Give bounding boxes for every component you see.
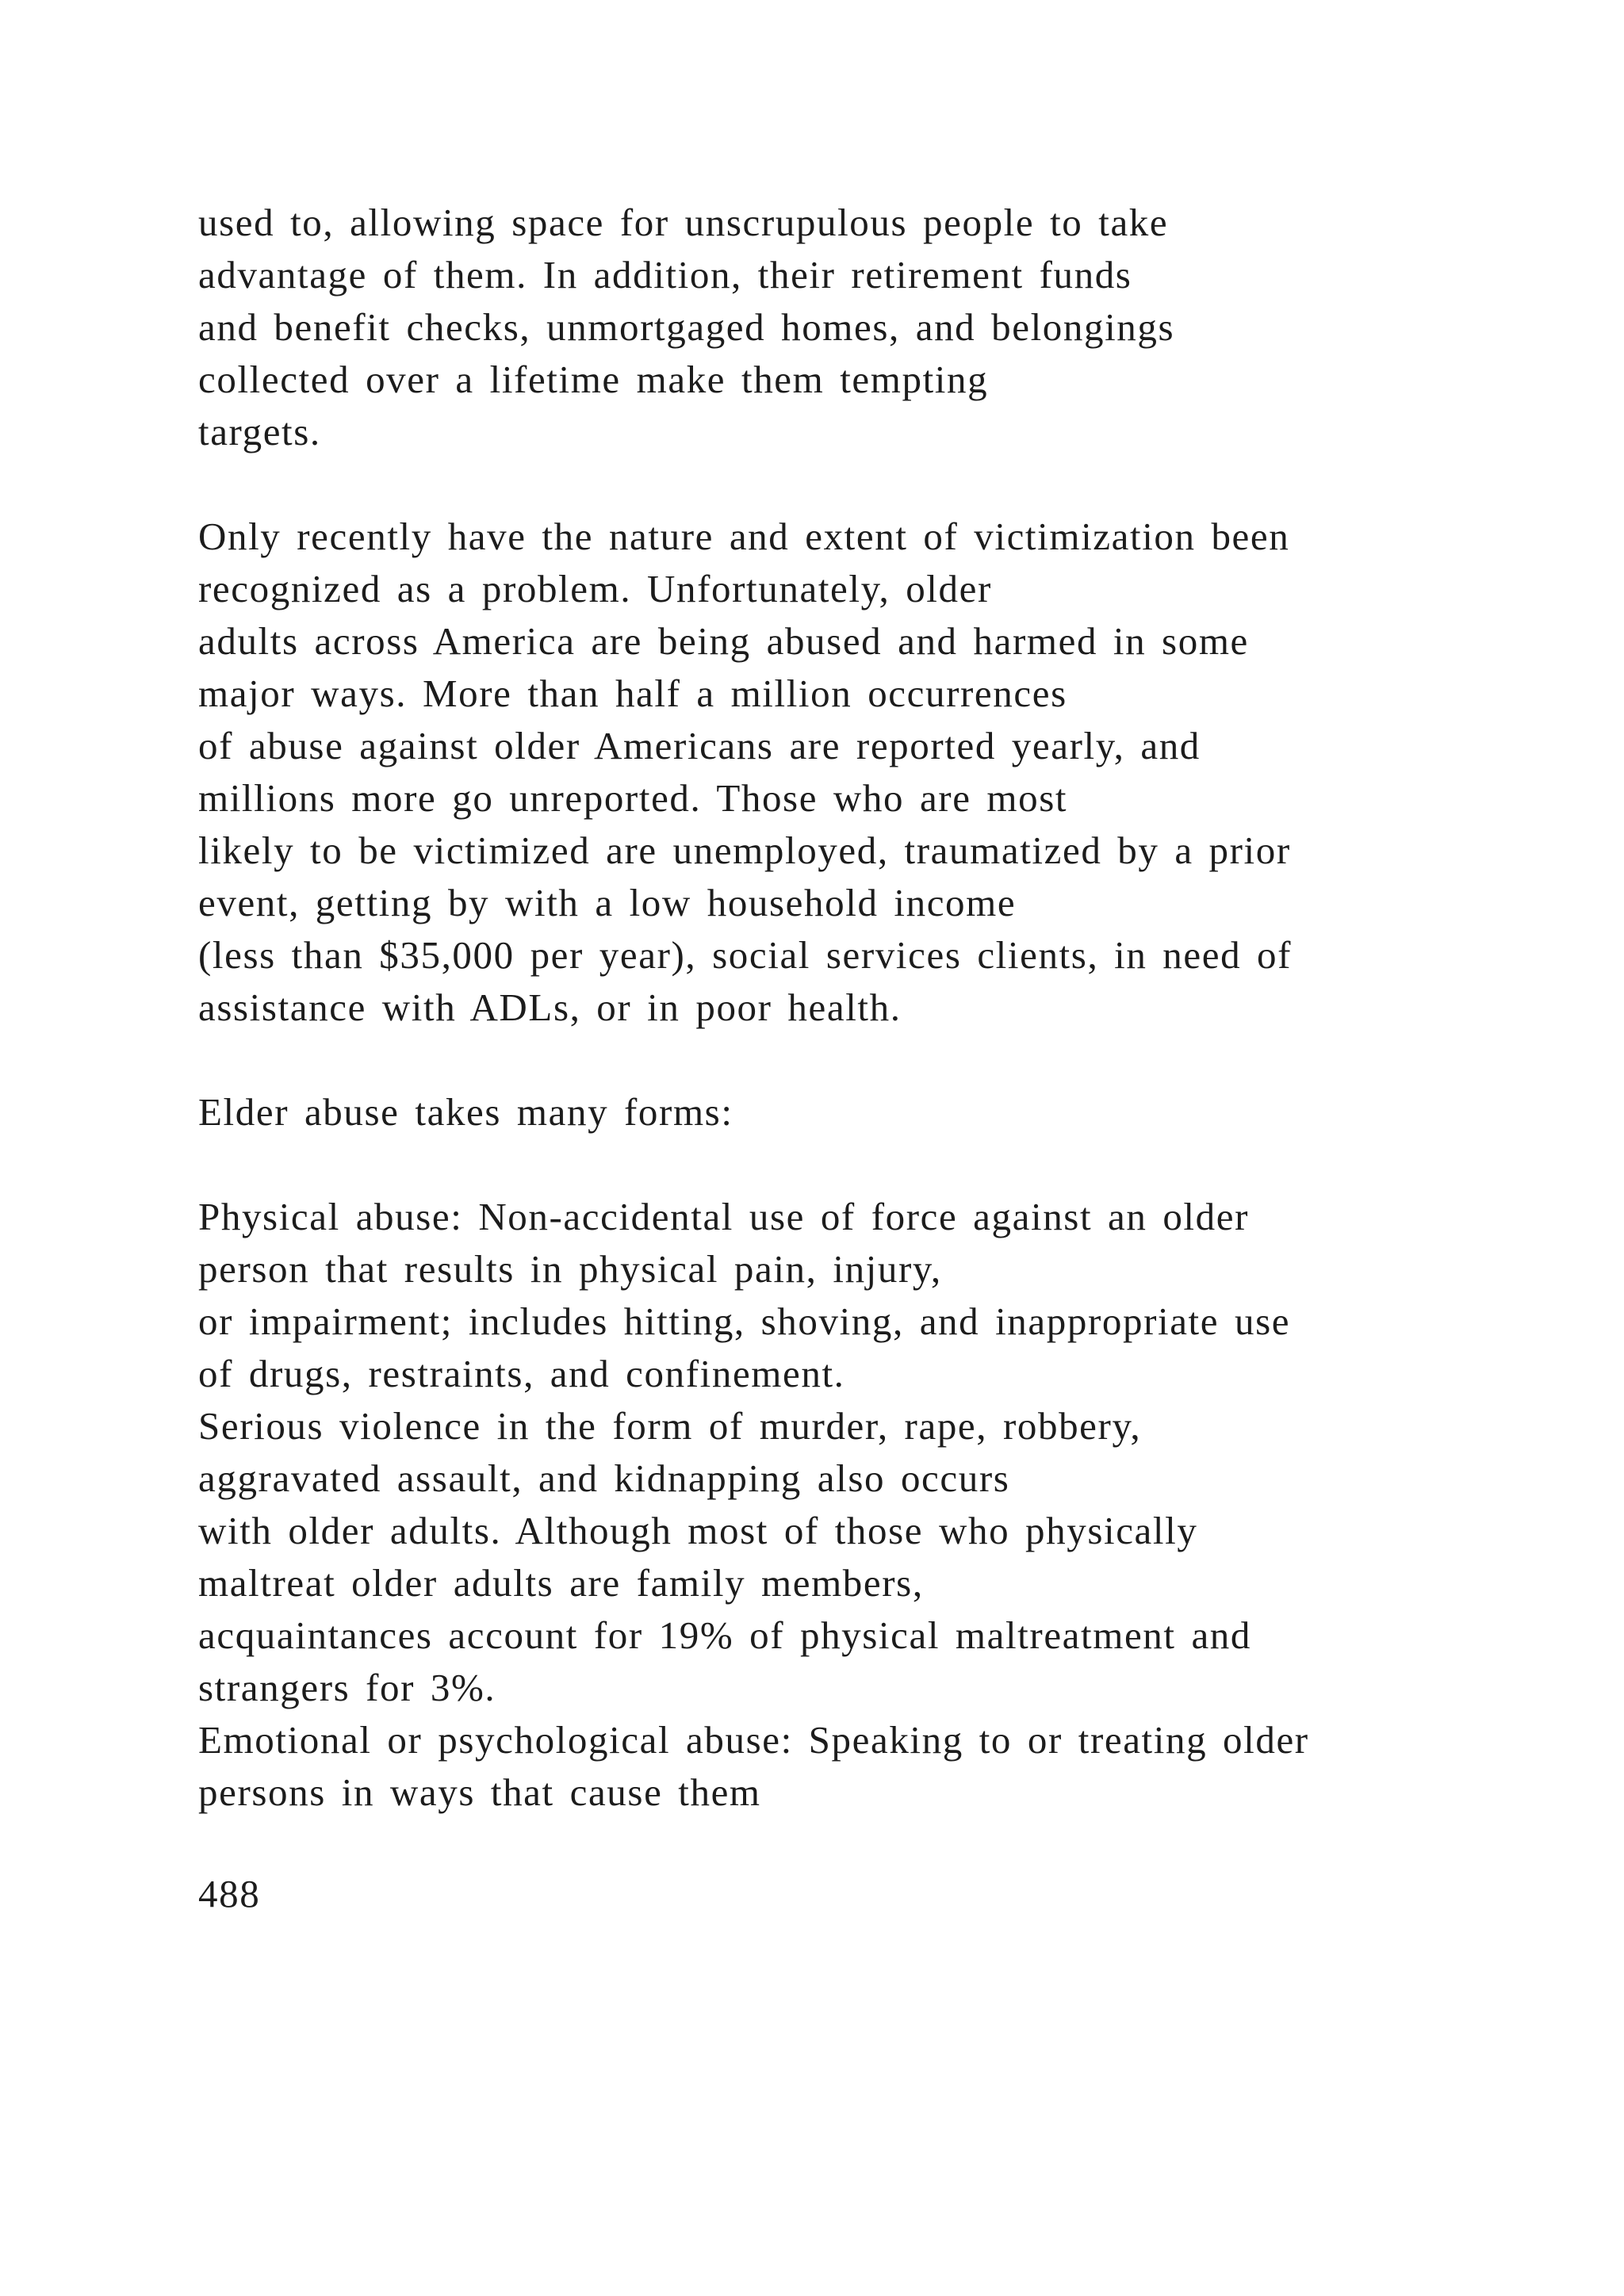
text-line: Elder abuse takes many forms: bbox=[198, 1090, 733, 1134]
paragraph-gap bbox=[198, 458, 1594, 511]
text-line: likely to be victimized are unemployed, traumatized by a prior bbox=[198, 828, 1291, 872]
text-line: aggravated assault, and kidnapping also occurs bbox=[198, 1456, 1010, 1500]
text-line: Physical abuse: Non-accidental use of force against an older bbox=[198, 1195, 1249, 1238]
text-line: collected over a lifetime make them tempting bbox=[198, 358, 989, 401]
page-number: 488 bbox=[198, 1872, 261, 1915]
text-line: of abuse against older Americans are reported yearly, and bbox=[198, 724, 1201, 767]
text-line: maltreat older adults are family members, bbox=[198, 1561, 924, 1605]
text-line: recognized as a problem. Unfortunately, older bbox=[198, 567, 992, 610]
text-line: or impairment; includes hitting, shoving, and inappropriate use bbox=[198, 1299, 1291, 1343]
text-line: advantage of them. In addition, their retirement funds bbox=[198, 253, 1132, 297]
paragraph-gap bbox=[198, 1034, 1594, 1086]
text-line: Emotional or psychological abuse: Speaking to or treating older bbox=[198, 1718, 1309, 1762]
text-line: strangers for 3%. bbox=[198, 1666, 496, 1709]
text-line: major ways. More than half a million occurrences bbox=[198, 672, 1067, 715]
text-line: millions more go unreported. Those who are most bbox=[198, 776, 1068, 820]
text-line: event, getting by with a low household income bbox=[198, 881, 1017, 924]
text-line: adults across America are being abused and harmed in some bbox=[198, 619, 1249, 663]
text-line: assistance with ADLs, or in poor health. bbox=[198, 985, 902, 1029]
text-line: with older adults. Although most of those who physically bbox=[198, 1509, 1198, 1552]
text-line: used to, allowing space for unscrupulous people to take bbox=[198, 201, 1169, 244]
text-line: person that results in physical pain, injury, bbox=[198, 1247, 942, 1291]
paragraph-2 bbox=[198, 511, 1594, 1034]
text-line: (less than $35,000 per year), social services clients, in need of bbox=[198, 933, 1293, 977]
document-body bbox=[198, 197, 1594, 1819]
text-line: acquaintances account for 19% of physical maltreatment and bbox=[198, 1613, 1252, 1657]
text-line: of drugs, restraints, and confinement. bbox=[198, 1352, 845, 1395]
paragraph-1 bbox=[198, 197, 1594, 458]
text-line: Only recently have the nature and extent of victimization been bbox=[198, 515, 1290, 558]
paragraph-3 bbox=[198, 1086, 1594, 1138]
text-line: Serious violence in the form of murder, rape, robbery, bbox=[198, 1404, 1142, 1448]
text-line: persons in ways that cause them bbox=[198, 1770, 761, 1814]
paragraph-4 bbox=[198, 1191, 1594, 1819]
paragraph-gap bbox=[198, 1138, 1594, 1191]
text-line: targets. bbox=[198, 410, 321, 453]
text-line: and benefit checks, unmortgaged homes, and belongings bbox=[198, 305, 1175, 349]
